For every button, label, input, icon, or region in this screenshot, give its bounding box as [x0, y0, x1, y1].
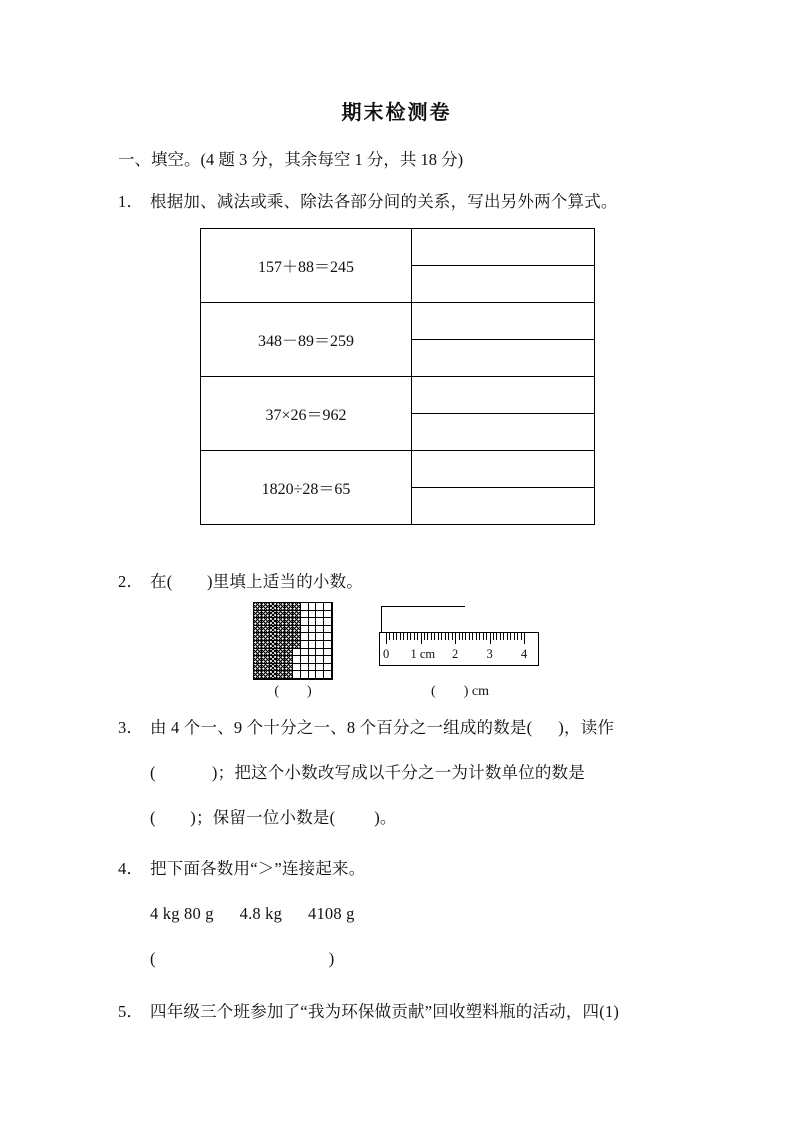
question-3-line-1: 由 4 个一、9 个十分之一、8 个百分之一组成的数是( )，读作	[150, 718, 615, 737]
grid-cell-shaded	[262, 649, 270, 657]
grid-cell-empty	[309, 611, 317, 619]
grid-cell-shaded	[254, 656, 262, 664]
grid-cell-shaded	[285, 649, 293, 657]
table-body	[201, 229, 595, 525]
grid-cell-shaded	[277, 649, 285, 657]
ruler-label: 1 cm	[410, 647, 436, 661]
grid-cell-empty	[309, 641, 317, 649]
ruler-label: 2	[452, 647, 459, 661]
grid-cell-shaded	[270, 664, 278, 672]
grid-cell-shaded	[277, 664, 285, 672]
question-3-number: 3．	[118, 718, 144, 737]
grid-cell-shaded	[277, 656, 285, 664]
grid-cell-shaded	[270, 626, 278, 634]
answer-cell[interactable]	[412, 340, 595, 377]
ruler-tick-minor	[493, 633, 494, 640]
ruler-body	[379, 632, 539, 666]
ruler-tick-minor	[483, 633, 484, 640]
page-title: 期末检测卷	[341, 100, 452, 124]
ruler-tick-minor	[431, 633, 432, 640]
ruler-tick-major	[386, 633, 387, 644]
grid-cell-empty	[316, 671, 324, 679]
grid-cell-shaded	[262, 664, 270, 672]
grid-cell-empty	[316, 633, 324, 641]
grid-cell-shaded	[285, 641, 293, 649]
grid-cell-empty	[324, 664, 332, 672]
ruler-tick-minor	[407, 633, 408, 640]
grid-cell-empty	[309, 618, 317, 626]
equation-cell: 1820÷28＝65	[201, 451, 412, 525]
ruler-tick-major	[490, 633, 491, 644]
grid-cell-shaded	[262, 671, 270, 679]
grid-cell-shaded	[285, 671, 293, 679]
grid-cell-shaded	[293, 633, 301, 641]
grid-cell-empty	[309, 633, 317, 641]
grid-cell-shaded	[254, 618, 262, 626]
ruler-tick-minor	[469, 633, 470, 640]
ruler-tick-minor	[393, 633, 394, 640]
grid-cell-empty	[324, 641, 332, 649]
grid-cell-shaded	[262, 641, 270, 649]
ruler-tick-minor	[500, 633, 501, 640]
grid-cell-shaded	[270, 618, 278, 626]
grid-cell-empty	[301, 641, 309, 649]
grid-cell-shaded	[285, 611, 293, 619]
grid-cell-shaded	[254, 664, 262, 672]
ruler-tick-minor	[503, 633, 504, 640]
ruler-tick-minor	[414, 633, 415, 640]
ruler-tick-minor	[465, 633, 466, 640]
grid-cell-shaded	[254, 641, 262, 649]
ruler-tick-minor	[514, 633, 515, 640]
grid-cell-empty	[316, 656, 324, 664]
grid-cell-shaded	[293, 611, 301, 619]
grid-cell-empty	[293, 649, 301, 657]
answer-cell[interactable]	[412, 229, 595, 266]
grid-cell-empty	[309, 649, 317, 657]
equation-cell: 157＋88＝245	[201, 229, 412, 303]
grid-cell-shaded	[262, 618, 270, 626]
answer-cell[interactable]	[412, 451, 595, 488]
grid-cell-shaded	[277, 611, 285, 619]
grid-cell-empty	[301, 611, 309, 619]
ruler-tick-major	[524, 633, 525, 644]
grid-cell-shaded	[270, 633, 278, 641]
grid-cell-empty	[309, 671, 317, 679]
ruler-tick-major	[455, 633, 456, 644]
answer-cell[interactable]	[412, 488, 595, 525]
grid-cell-empty	[301, 603, 309, 611]
ruler-tick-minor	[434, 633, 435, 640]
ruler-tick-minor	[424, 633, 425, 640]
grid-cell-empty	[324, 611, 332, 619]
ruler-tick-minor	[452, 633, 453, 640]
equation-cell: 348－89＝259	[201, 303, 412, 377]
ruler-tick-minor	[445, 633, 446, 640]
ruler-tick-minor	[496, 633, 497, 640]
decimal-grid-answer-blank[interactable]: ( )	[274, 684, 312, 699]
grid-cell-empty	[316, 664, 324, 672]
ruler-tick-minor	[441, 633, 442, 640]
answer-cell[interactable]	[412, 414, 595, 451]
ruler-tick-minor	[476, 633, 477, 640]
ruler-tick-minor	[507, 633, 508, 640]
question-3-line-2: ( )；把这个小数改写成以千分之一为计数单位的数是	[150, 763, 586, 782]
grid-cell-empty	[316, 626, 324, 634]
grid-cell-shaded	[293, 618, 301, 626]
ruler-label: 3	[486, 647, 493, 661]
grid-cell-shaded	[254, 649, 262, 657]
grid-cell-empty	[301, 649, 309, 657]
grid-cell-empty	[316, 641, 324, 649]
section-one-heading: 一、填空。(4 题 3 分，其余每空 1 分，共 18 分)	[118, 150, 464, 169]
grid-cell-empty	[293, 656, 301, 664]
question-4-values: 4 kg 80 g 4.8 kg 4108 g	[150, 904, 355, 923]
grid-cell-shaded	[285, 664, 293, 672]
grid-cell-empty	[309, 656, 317, 664]
grid-cell-shaded	[277, 603, 285, 611]
grid-cell-shaded	[254, 603, 262, 611]
grid-cell-empty	[301, 626, 309, 634]
grid-cell-empty	[301, 633, 309, 641]
question-3-line-3: ( )；保留一位小数是( )。	[150, 808, 397, 827]
grid-cell-empty	[324, 626, 332, 634]
ruler-tick-minor	[459, 633, 460, 640]
equation-cell: 37×26＝962	[201, 377, 412, 451]
grid-cell-empty	[324, 618, 332, 626]
grid-cell-shaded	[285, 618, 293, 626]
ruler-tick-minor	[448, 633, 449, 640]
ruler-tick-major	[421, 633, 422, 644]
grid-cell-shaded	[254, 626, 262, 634]
grid-cell-empty	[316, 618, 324, 626]
grid-cell-shaded	[277, 671, 285, 679]
ruler-tick-minor	[417, 633, 418, 640]
grid-cell-shaded	[285, 633, 293, 641]
question-4-answer-blank[interactable]: ( )	[150, 949, 335, 968]
grid-cell-shaded	[262, 611, 270, 619]
grid-cell-shaded	[293, 603, 301, 611]
ruler-tick-minor	[462, 633, 463, 640]
grid-cell-empty	[324, 649, 332, 657]
grid-cell-empty	[316, 649, 324, 657]
table-row	[201, 229, 595, 266]
ruler-tick-minor	[427, 633, 428, 640]
ruler-tick-minor	[521, 633, 522, 640]
question-1-number: 1．	[118, 192, 144, 211]
ruler-label: 4	[521, 647, 528, 661]
ruler-answer-blank[interactable]: ( ) cm	[431, 684, 489, 699]
grid-cell-shaded	[293, 641, 301, 649]
grid-cell-shaded	[277, 641, 285, 649]
grid-cell-empty	[301, 671, 309, 679]
question-2-number: 2．	[118, 572, 144, 591]
grid-cell-shaded	[262, 603, 270, 611]
grid-cell-empty	[324, 603, 332, 611]
grid-cell-shaded	[270, 603, 278, 611]
grid-cell-empty	[316, 611, 324, 619]
grid-cell-empty	[293, 671, 301, 679]
ruler-tick-minor	[486, 633, 487, 640]
question-1-text: 根据加、减法或乘、除法各部分间的关系，写出另外两个算式。	[150, 192, 618, 211]
grid-cell-shaded	[277, 626, 285, 634]
answer-cell[interactable]	[412, 266, 595, 303]
grid-cell-empty	[316, 603, 324, 611]
grid-cell-empty	[324, 633, 332, 641]
question-2-text: 在( )里填上适当的小数。	[150, 572, 363, 591]
answer-cell[interactable]	[412, 303, 595, 340]
question-4-number: 4．	[118, 859, 144, 878]
ruler-tick-minor	[517, 633, 518, 640]
grid-cell-shaded	[270, 656, 278, 664]
question-2-figures	[118, 600, 678, 710]
grid-cell-shaded	[277, 618, 285, 626]
question-5-number: 5．	[118, 1002, 144, 1021]
question-4-text: 把下面各数用“＞”连接起来。	[150, 859, 366, 878]
grid-cell-shaded	[254, 611, 262, 619]
grid-cell-empty	[301, 618, 309, 626]
grid-cell-shaded	[270, 649, 278, 657]
grid-cell-shaded	[285, 626, 293, 634]
grid-cell-shaded	[270, 641, 278, 649]
grid-cell-empty	[324, 656, 332, 664]
decimal-grid-figure	[253, 602, 333, 680]
ruler-tick-minor	[410, 633, 411, 640]
grid-cell-shaded	[285, 656, 293, 664]
table-row	[201, 303, 595, 340]
grid-cell-shaded	[285, 603, 293, 611]
ruler-tick-minor	[510, 633, 511, 640]
ruler-label: 0	[383, 647, 390, 661]
grid-cell-shaded	[254, 633, 262, 641]
ruler-tick-minor	[472, 633, 473, 640]
grid-cell-empty	[309, 603, 317, 611]
grid-cell-empty	[324, 671, 332, 679]
grid-cell-shaded	[254, 671, 262, 679]
measured-segment	[381, 606, 465, 632]
ruler-figure	[376, 602, 544, 682]
grid-cell-empty	[309, 626, 317, 634]
grid-cell-empty	[301, 656, 309, 664]
answer-cell[interactable]	[412, 377, 595, 414]
grid-cell-shaded	[262, 633, 270, 641]
grid-cell-empty	[309, 664, 317, 672]
grid-cell-shaded	[262, 656, 270, 664]
ruler-tick-minor	[438, 633, 439, 640]
ruler-tick-minor	[479, 633, 480, 640]
grid-cell-empty	[293, 664, 301, 672]
table-row	[201, 451, 595, 488]
table-row	[201, 377, 595, 414]
grid-cell-empty	[301, 664, 309, 672]
grid-cell-shaded	[262, 626, 270, 634]
grid-cell-shaded	[293, 626, 301, 634]
ruler-tick-minor	[389, 633, 390, 640]
grid-cell-shaded	[270, 611, 278, 619]
ruler-tick-minor	[403, 633, 404, 640]
grid-cell-shaded	[270, 671, 278, 679]
question-1-table	[200, 228, 595, 525]
ruler-tick-minor	[400, 633, 401, 640]
grid-cell-shaded	[277, 633, 285, 641]
ruler-tick-minor	[396, 633, 397, 640]
question-5-text: 四年级三个班参加了“我为环保做贡献”回收塑料瓶的活动，四(1)	[150, 1002, 620, 1021]
